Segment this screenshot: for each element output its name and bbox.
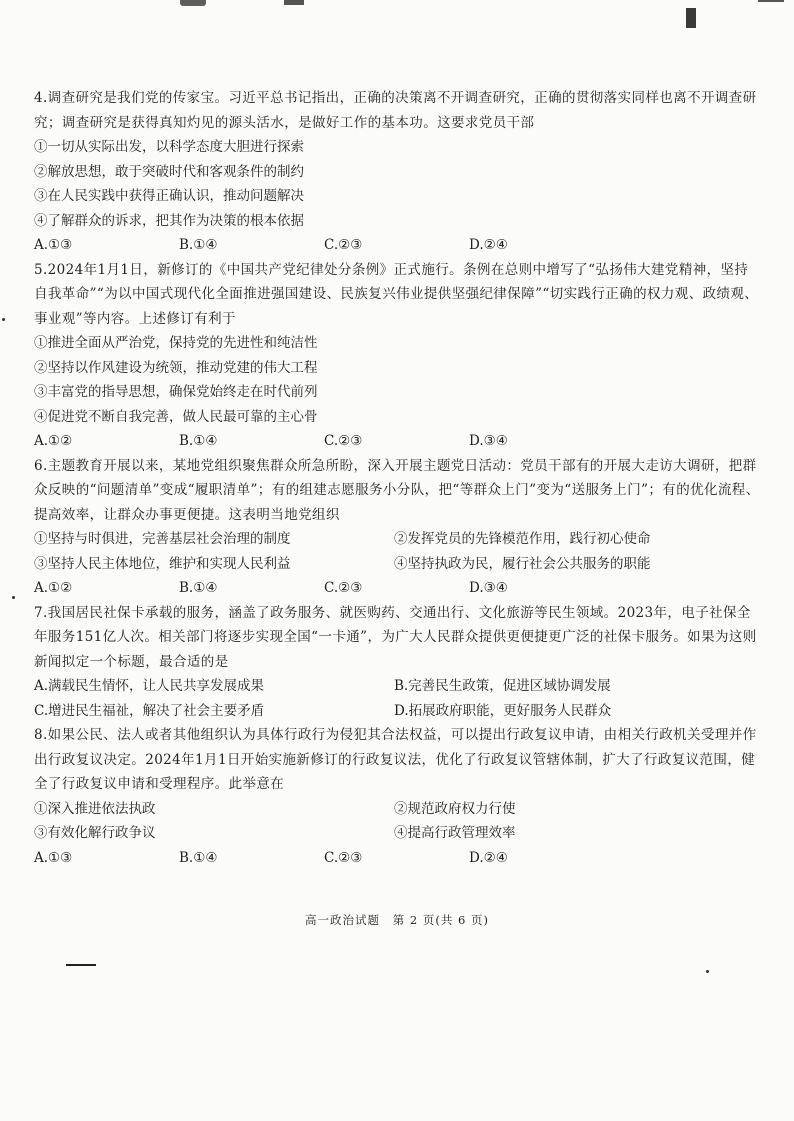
question-stem: 4.调查研究是我们党的传家宝。习近平总书记指出，正确的决策离不开调查研究，正确的贯彻落实同样也离不开调查研究；调查研究是获得真知灼见的源头活水，是做好工作的基本功。这要求党员干部 [34, 90, 757, 131]
choice-b[interactable]: B.①④ [179, 849, 218, 866]
option-item: ②发挥党员的先锋模范作用，践行初心使命 [394, 531, 651, 547]
choice-a[interactable]: A.满载民生情怀，让人民共享发展成果 [34, 678, 265, 694]
choice-d[interactable]: D.②④ [469, 237, 508, 253]
option-item: ①深入推进依法执政 [34, 800, 156, 817]
question-stem: 8.如果公民、法人或者其他组织认为具体行政行为侵犯其合法权益，可以提出行政复议申请，由相关行政机关受理并作出行政复议决定。2024年1月1日开始实施新修订的行政复议法，优化了行政复议管辖体制，扩大了行政复议范围，健全了行政复议申请和受理程序。此举意在 [34, 727, 757, 792]
question-5 [34, 258, 762, 454]
choice-b[interactable]: B.完善民生政策，促进区域协调发展 [394, 678, 611, 694]
option-item: ③丰富党的指导思想，确保党始终走在时代前列 [34, 384, 318, 400]
option-item: ④了解群众的诉求，把其作为决策的根本依据 [34, 212, 304, 229]
option-item: ②坚持以作风建设为统领，推动党建的伟大工程 [34, 359, 318, 376]
choice-a[interactable]: A.①③ [34, 237, 73, 253]
question-stem: 7.我国居民社保卡承载的服务，涵盖了政务服务、就医购药、交通出行、文化旅游等民生领域。2023年，电子社保全年服务151亿人次。相关部门将逐步实现全国“一卡通”，为广大人民群众提供更便捷更广泛的社保卡服务。如果为这则新闻拟定一个标题，最合适的是 [34, 604, 757, 670]
scan-speck [706, 970, 709, 973]
choice-a[interactable]: A.①③ [34, 849, 73, 866]
scan-speck [2, 318, 5, 321]
option-item: ③在人民实践中获得正确认识，推动问题解决 [34, 188, 304, 204]
page-footer [0, 912, 794, 928]
answer-choices [34, 846, 762, 871]
option-item: ②规范政府权力行使 [394, 800, 516, 817]
question-stem: 6.主题教育开展以来，某地党组织聚焦群众所急所盼，深入开展主题党日活动：党员干部有的开展大走访大调研，把群众反映的“问题清单”变成“履职清单”；有的组建志愿服务小分队，把“等群众上门”变为“送服务上门”；有的优化流程、提高效率，让群众办事更便捷。这表明当地党组织 [34, 457, 760, 523]
choice-b[interactable]: B.①④ [179, 580, 218, 596]
option-row [34, 527, 762, 552]
option-item: ①推进全面从严治党，保持党的先进性和纯洁性 [34, 335, 318, 351]
option-item: ①坚持与时俱进，完善基层社会治理的制度 [34, 531, 291, 547]
question-4 [34, 86, 762, 258]
question-8 [34, 723, 762, 870]
scan-artifact-top-center [284, 0, 304, 5]
choice-c[interactable]: C.②③ [324, 580, 363, 596]
choice-b[interactable]: B.①④ [179, 433, 218, 449]
choice-d[interactable]: D.③④ [469, 580, 508, 596]
answer-choices [34, 233, 762, 258]
choice-d[interactable]: D.②④ [469, 849, 508, 866]
option-row [34, 552, 762, 577]
option-item: ③有效化解行政争议 [34, 825, 156, 841]
option-item: ①一切从实际出发，以科学态度大胆进行探索 [34, 139, 304, 155]
scan-artifact-corner [758, 0, 784, 9]
question-7 [34, 601, 762, 724]
answer-choices [34, 429, 762, 454]
choice-c[interactable]: C.②③ [324, 849, 363, 866]
choice-a[interactable]: A.①② [34, 433, 73, 449]
choice-row [34, 699, 762, 724]
choice-c[interactable]: C.②③ [324, 433, 363, 449]
question-6 [34, 454, 762, 601]
choice-d[interactable]: D.拓展政府职能，更好服务人民群众 [394, 702, 612, 719]
scan-speck [12, 596, 15, 599]
option-row [34, 821, 762, 846]
option-item: ④提高行政管理效率 [394, 825, 516, 841]
question-stem: 5.2024年1月1日，新修订的《中国共产党纪律处分条例》正式施行。条例在总则中增写了“弘扬伟大建党精神，坚持自我革命”“为以中国式现代化全面推进强国建设、民族复兴伟业提供坚强纪律保障”“切实践行正确的权力观、政绩观、事业观”等内容。上述修订有利于 [34, 261, 759, 327]
choice-row [34, 674, 762, 699]
choice-a[interactable]: A.①② [34, 580, 73, 596]
option-item: ④坚持执政为民，履行社会公共服务的职能 [394, 555, 651, 572]
exam-page [34, 86, 762, 870]
footer-subject: 高一政治试题 [305, 913, 381, 927]
footer-page-number: 第 2 页(共 6 页) [392, 913, 489, 927]
scan-artifact-dash [66, 964, 96, 966]
option-row [34, 797, 762, 822]
option-item: ②解放思想，敢于突破时代和客观条件的制约 [34, 163, 304, 180]
answer-choices [34, 576, 762, 601]
scan-artifact-top-left [180, 0, 206, 6]
option-item: ③坚持人民主体地位，维护和实现人民利益 [34, 555, 291, 572]
choice-c[interactable]: C.增进民生福祉，解决了社会主要矛盾 [34, 702, 265, 719]
option-item: ④促进党不断自我完善，做人民最可靠的主心骨 [34, 408, 318, 425]
choice-c[interactable]: C.②③ [324, 237, 363, 253]
choice-b[interactable]: B.①④ [179, 237, 218, 253]
choice-d[interactable]: D.③④ [469, 433, 508, 449]
scan-artifact-right-bar [686, 8, 696, 28]
